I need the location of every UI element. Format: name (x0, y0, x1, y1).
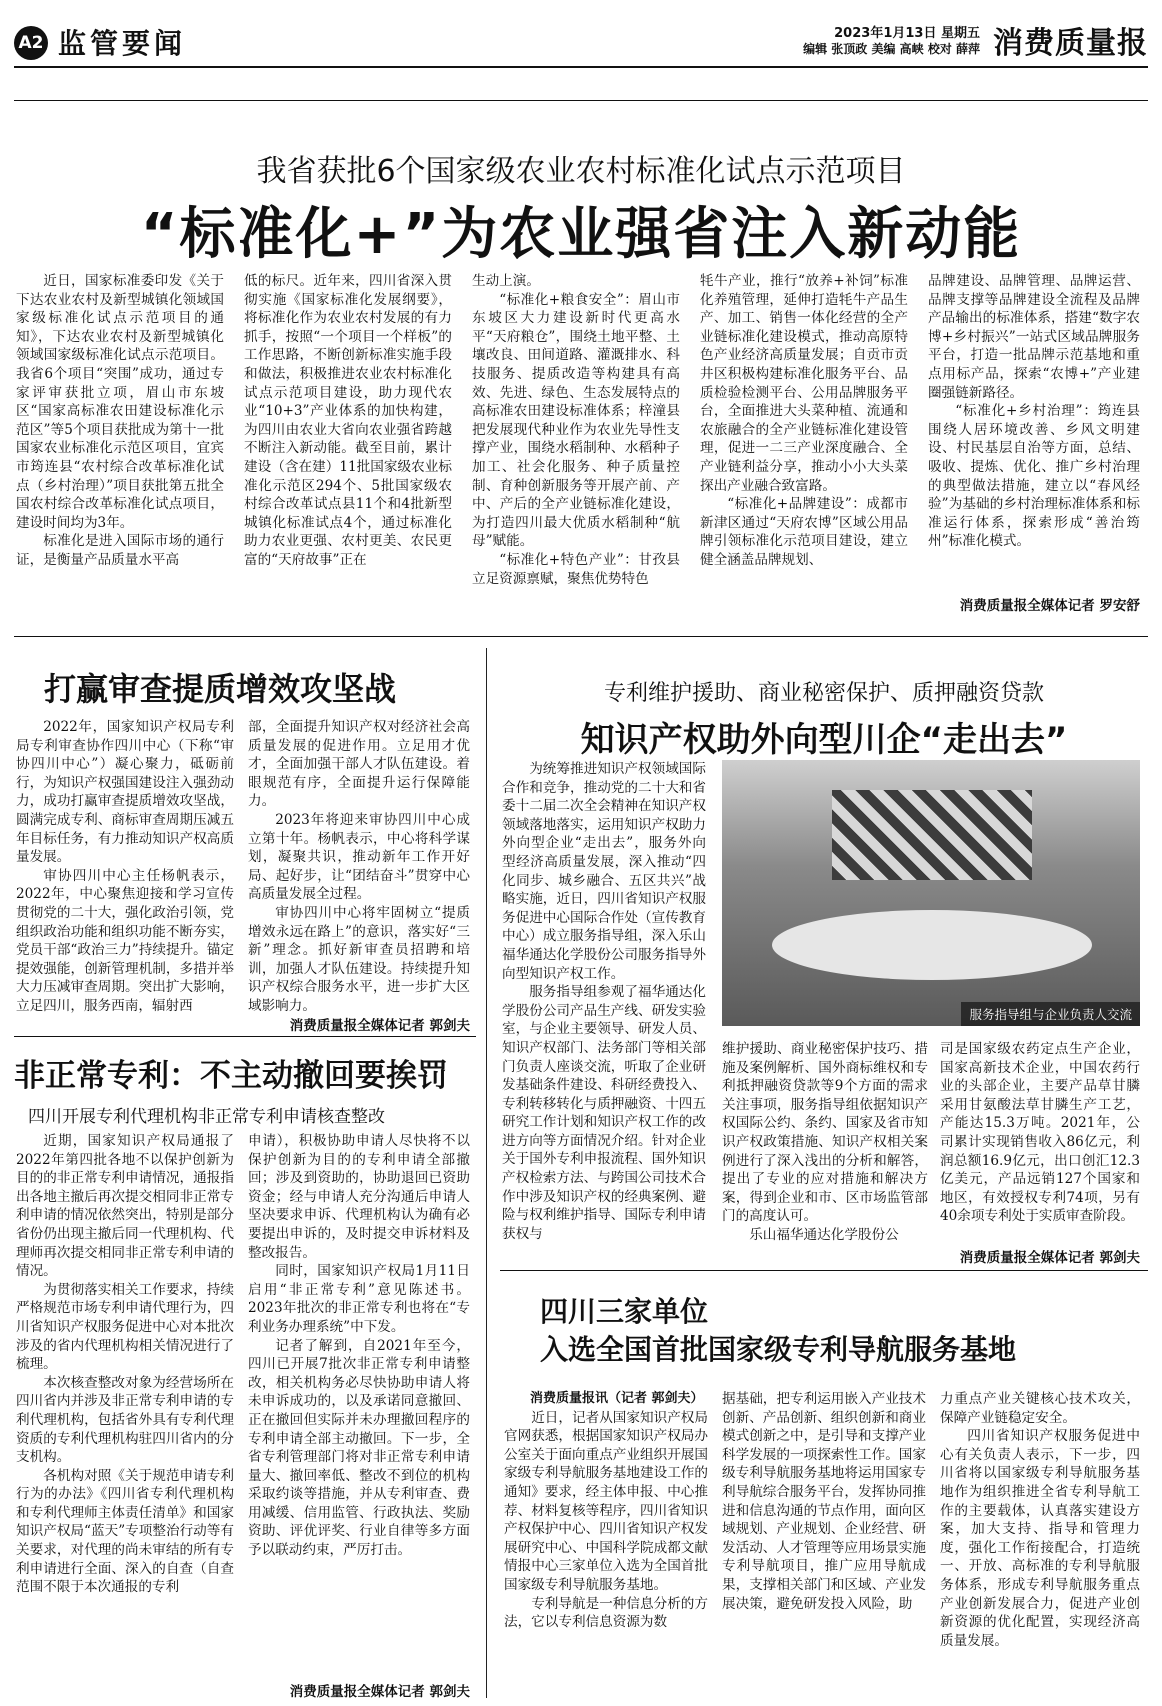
paragraph: 品牌建设、品牌管理、品牌运营、品牌支撑等品牌建设全流程及品牌产品输出的标准体系，搭建“数字农博+乡村振兴”一站式区域品牌服务平台，打造一批品牌示范基地和重点用标产品，探索“农博+”产业建圈强链新路径。 (928, 273, 1140, 401)
paragraph: 2023年将迎来审协四川中心成立第十年。杨帆表示，中心将科学谋划，凝聚共识，推动新年工作开好局、起好步，让“团结奋斗”贯穿中心高质量发展全过程。 (248, 811, 470, 903)
newspaper-brand: 消费质量报 (993, 26, 1148, 61)
paragraph: 力重点产业关键核心技术攻关，保障产业链稳定安全。 (940, 1391, 1140, 1426)
ip-col-2 (722, 1040, 928, 1245)
paragraph: 低的标尺。近年来，四川省深入贯彻实施《国家标准化发展纲要》，将标准化作为农业农村发展的有力抓手，按照“一个项目一个样板”的工作思路，不断创新标准实施手段和做法，积极推进农业农村标准化试点示范项目建设，助力现代农业“10+3”产业体系的加快构建，为四川由农业大省向农业强省跨越不断注入新动能。截至目前，累计建设（含在建）11批国家级农业标准化示范区294个、5批国家级农村综合改革试点县11个和4批新型城镇化标准试点4个，通过标准化助力农业更强、农村更美、农民更富的“天府故事”正在 (244, 273, 452, 568)
lead-byline: 消费质量报全媒体记者 罗安舒 (959, 598, 1140, 614)
paragraph: 各机构对照《关于规范申请专利行为的办法》《四川省专利代理机构和专利代理师主体责任清单》和国家知识产权局“蓝天”专项整治行动等有关要求，对代理的尚未审结的所有专利申请进行全面、深入的自查（自查范围不限于本次通报的专利 (16, 1467, 234, 1596)
navigation-col-3 (940, 1390, 1140, 1650)
lead-col-5 (928, 272, 1140, 551)
lead-col-1 (16, 272, 224, 570)
staff-credits: 编辑 张顶政 美编 高峡 校对 薛萍 (803, 42, 980, 56)
paragraph: 标准化是进入国际市场的通行证，是衡量产品质量水平高 (16, 533, 224, 568)
paragraph: 为贯彻落实相关工作要求，持续严格规范市场专利申请代理行为，四川省知识产权服务促进中心对本批次涉及的省内代理机构相关情况进行了梳理。 (16, 1281, 234, 1373)
paragraph: 据基础，把专利运用嵌入产业技术创新、产品创新、组织创新和商业模式创新之中，是引导和支撑产业科学发展的一项探索性工作。国家级专利导航服务基地将运用国家专利导航综合服务平台，发挥协同推进和信息沟通的节点作用，面向区域规划、产业规划、企业经营、研发活动、人才管理等应用场景实施专利导航项目，推广应用导航成果，支撑相关部门和区域、产业发展决策，避免研发投入风险，助 (722, 1391, 926, 1612)
navigation-col-2 (722, 1390, 926, 1613)
paragraph: “标准化+品牌建设”：成都市新津区通过“天府农博”区域公用品牌引领标准化示范项目建设，建立健全涵盖品牌规划、 (700, 496, 908, 568)
column-divider (486, 648, 487, 1698)
paragraph: 申请），积极协助申请人尽快将不以保护创新为目的的专利申请全部撤回；涉及到资助的，协助退回已资助资金；经与申请人充分沟通后申请人坚决要求申诉、代理机构认为确有必要提出申诉的，及时提交申诉材料及整改报告。 (248, 1133, 470, 1261)
navigation-headline-2: 入选全国首批国家级专利导航服务基地 (540, 1333, 1017, 1366)
photo-caption: 服务指导组与企业负责人交流 (961, 1002, 1140, 1026)
paragraph: 专利导航是一种信息分析的方法，它以专利信息资源为数 (504, 1595, 708, 1631)
section-title: 监管要闻 (58, 27, 187, 60)
paragraph: 审协四川中心将牢固树立“提质增效永远在路上”的意识，落实好“三新”理念。抓好新审查员招聘和培训，加强人才队伍建设。持续提升知识产权综合服务水平，进一步扩大区域影响力。 (248, 904, 470, 1014)
paragraph: 四川省知识产权服务促进中心有关负责人表示，下一步，四川省将以国家级专利导航服务基地作为组织推进全省专利导航工作的主要载体，认真落实建设方案，加大支持、指导和管理力度，强化工作衔接配合，打造统一、开放、高标准的专利导航服务体系，形成专利导航服务重点产业创新发展合力，促进产业创新资源的优化配置，实现经济高质量发展。 (940, 1428, 1140, 1649)
paragraph: “标准化+特色产业”：甘孜县立足资源禀赋，聚焦优势特色 (472, 551, 680, 587)
dateline: 消费质量报讯（记者 郭剑夫） (530, 1391, 704, 1406)
paragraph: 记者了解到，自2021年至今，四川已开展7批次非正常专利申请整改，相关机构务必尽快协助申请人将未申诉成功的，以及承诺同意撤回、正在撤回但实际并未办理撤回程序的专利申请全部主动撤回。下一步，全省专利管理部门将对非正常专利申请量大、撤回率低、整改不到位的机构采取约谈等措施，并从专利审查、费用减缓、信用监管、行政执法、奖励资助、评优评奖、行业自律等多方面予以联动约束，严厉打击。 (248, 1337, 470, 1559)
lead-col-4 (700, 272, 908, 570)
paragraph: 本次核查整改对象为经营场所在四川省内并涉及非正常专利申请的专利代理机构，包括省外具有专利代理资质的专利代理机构驻四川省内的分支机构。 (16, 1374, 234, 1466)
lead-col-3 (472, 272, 680, 588)
ip-byline: 消费质量报全媒体记者 郭剑夫 (959, 1250, 1140, 1266)
section-divider (14, 636, 1148, 637)
paragraph: 维护援助、商业秘密保护技巧、措施及案例解析、国外商标维权和专利抵押融资贷款等9个方面的需求关注事项，服务指导组依据知识产权国际公约、条约、国家及省市知识产权政策措施、知识产权相关案例进行了深入浅出的分析和解答，提出了专业的应对措施和解决方案，得到企业和市、区市场监管部门的高度认可。 (722, 1041, 928, 1225)
lead-kicker: 我省获批6个国家级农业农村标准化试点示范项目 (256, 154, 906, 189)
review-byline: 消费质量报全媒体记者 郭剑夫 (289, 1018, 470, 1034)
paragraph: 乐山福华通达化学股份公 (749, 1226, 899, 1243)
navigation-headline-1: 四川三家单位 (540, 1295, 709, 1328)
header-rule-thin (14, 100, 1148, 101)
ip-kicker: 专利维护援助、商业秘密保护、质押融资贷款 (603, 681, 1044, 706)
paragraph: “标准化+粮食安全”：眉山市东坡区大力建设新时代更高水平“天府粮仓”，围绕土地平整、土壤改良、田间道路、灌溉排水、科技服务、提质改造等构建具有高效、先进、绿色、生态发展特点的高标准农田建设标准体系；梓潼县把发展现代种业作为农业先导性支撑产业，围绕水稻制种、水稻种子加工、社会化服务、种子质量控制、育种创新服务等开展产前、产中、产后的全产业链标准化建设，为打造四川最大优质水稻制种“航母”赋能。 (472, 291, 680, 550)
wall-decoration (832, 790, 1032, 880)
header-rule (14, 66, 1148, 68)
page-number-badge: A2 (14, 26, 48, 60)
paragraph: 生动上演。 (472, 273, 540, 289)
paragraph: 同时，国家知识产权局1月11日启用“非正常专利”意见陈述书。2023年批次的非正常专利也将在“专利业务办理系统”中下发。 (248, 1263, 470, 1335)
paragraph: 近期，国家知识产权局通报了2022年第四批各地不以保护创新为目的的非正常专利申请情况，通报指出各地主撤后再次提交相同非正常专利申请的情况依然突出，特别是部分省份仍出现主撤后同一代理机构、代理师再次提交相同非正常专利申请的情况。 (16, 1133, 234, 1280)
issue-date: 2023年1月13日 星期五 (834, 26, 980, 41)
patent-byline: 消费质量报全媒体记者 郭剑夫 (289, 1684, 470, 1700)
review-col-2 (248, 718, 470, 1016)
ip-headline: 知识产权助外向型川企“走出去” (580, 720, 1068, 760)
paragraph: 部，全面提升知识产权对经济社会高质量发展的促进作用。立足用才优才，全面加强干部人才队伍建设。着眼规范有序，全面提升运行保障能力。 (248, 719, 470, 810)
navigation-col-1 (504, 1390, 708, 1632)
lead-headline: “标准化+”为农业强省注入新动能 (140, 202, 1022, 267)
review-col-1 (16, 718, 234, 1016)
paragraph: 服务指导组参观了福华通达化学股份公司产品生产线、研发实验室，与企业主要领导、研发人员、知识产权部门、法务部门等相关部门负责人座谈交流，听取了企业研发基础条件建设、科研经费投入、专利转移转化与质押融资、十四五研究工作计划和知识产权工作的改进方向等方面情况介绍。针对企业关于国外专利申报流程、国外知识产权检索方法、与跨国公司技术合作中涉及知识产权的经典案例、避险与权利维护指导、国际专利申请获权与 (502, 984, 706, 1242)
paragraph: 近日，记者从国家知识产权局官网获悉，根据国家知识产权局办公室关于面向重点产业组织开展国家级专利导航服务基地建设工作的通知》要求，经主体申报、中心推荐、材料复核等程序，四川省知识产权保护中心、四川省知识产权发展研究中心、中国科学院成都文献情报中心三家单位入选为全国首批国家级专利导航服务基地。 (504, 1409, 708, 1593)
paragraph: 近日，国家标准委印发《关于下达农业农村及新型城镇化领域国家级标准化试点示范项目的通知》，下达农业农村及新型城镇化领域国家级标准化试点示范项目。我省6个项目“突围”成功，通过专家评审获批立项，眉山市东坡区“国家高标准农田建设标准化示范区”等5个项目获批成为第十一批国家农业标准化示范区项目，宜宾市筠连县“农村综合改革标准化试点（乡村治理）”项目获批第五批全国农村综合改革标准化试点项目，建设时间均为3年。 (16, 273, 224, 531)
story-headline-patent: 非正常专利：不主动撤回要挨罚 (14, 1058, 448, 1094)
paragraph: 2022年，国家知识产权局专利局专利审查协作四川中心（下称“审协四川中心”）凝心聚力，砥砺前行，为知识产权强国建设注入强劲动力，成功打赢审查提质增效攻坚战，圆满完成专利、商标审查周期压减五年目标任务，有力推动知识产权高质量发展。 (16, 719, 234, 866)
paragraph: 牦牛产业，推行“放养+补饲”标准化养殖管理，延伸打造牦牛产品生产、加工、销售一体化经营的全产业链标准化建设模式，推动高原特色产业经济高质量发展；自贡市贡井区积极构建标准化服务平台、品质检验检测平台、公用品牌服务平台，全面推进大头菜种植、流通和农旅融合的全产业链标准化建设管理，促进一二三产业深度融合、全产业链利益分享，推动小小大头菜探出产业融合致富路。 (700, 273, 908, 494)
story-headline-review: 打赢审查提质增效攻坚战 (44, 670, 397, 708)
lead-col-2 (244, 272, 452, 570)
story-divider (14, 1036, 476, 1037)
paragraph: 为统筹推进知识产权领域国际合作和竞争，推动党的二十大和省委十二届二次全会精神在知识产权领域落地落实，运用知识产权助力外向型企业“走出去”，服务外向型经济高质量发展，深入推动“四化同步、城乡融合、五区共兴”战略实施，近日，四川省知识产权服务促进中心国际合作处（宣传教育中心）成立服务指导组，深入乐山福华通达化学股份公司服务指导外向型知识产权工作。 (502, 761, 706, 982)
story-subheadline-patent: 四川开展专利代理机构非正常专利申请核查整改 (28, 1107, 385, 1127)
story-divider (500, 1270, 1148, 1271)
ip-col-3 (940, 1040, 1140, 1226)
paragraph: 司是国家级农药定点生产企业，国家高新技术企业，中国农药行业的头部企业，主要产品草甘膦采用甘氨酸法草甘膦生产工艺，产能达15.3万吨。2021年，公司累计实现销售收入86亿元，利润总额16.9亿元，出口创汇12.3亿美元，产品远销127个国家和地区，有效授权专利74项，另有40余项专利处于实质审查阶段。 (940, 1041, 1140, 1225)
patent-col-2 (248, 1132, 470, 1560)
paragraph: “标准化+乡村治理”：筠连县围绕人居环境改善、乡风文明建设、村民基层自治等方面，总结、吸收、提炼、优化、推广乡村治理的典型做法措施，建立以“春风经验”为基础的乡村治理标准体系和标准运行体系，探索形成“善治筠州”标准化模式。 (928, 403, 1140, 550)
meeting-photo (722, 760, 1140, 1026)
ip-col-1 (502, 760, 706, 1243)
patent-col-1 (16, 1132, 234, 1597)
conference-table (772, 910, 1092, 980)
paragraph: 审协四川中心主任杨帆表示，2022年，中心聚焦迎接和学习宣传贯彻党的二十大，强化政治引领，党组织政治功能和组织功能不断夯实，党员干部“政治三力”持续提升。锚定提效强能，创新管理机制，多措并举大力压减审查周期。突出扩大影响，立足四川，服务西南，辐射西 (16, 867, 234, 1014)
